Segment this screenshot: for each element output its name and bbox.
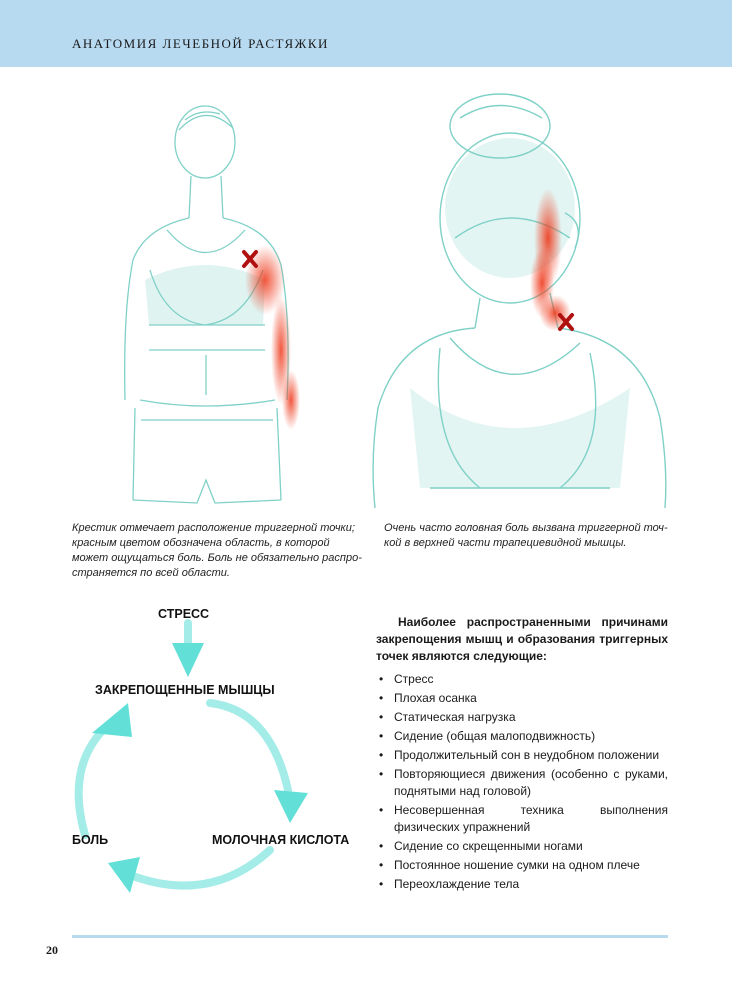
list-item: • Несовершенная техника выполнения физических упражнений <box>379 803 668 834</box>
page-number: 20 <box>46 943 58 957</box>
stress-arrowhead <box>172 643 204 677</box>
list-item: • Статическая нагрузка <box>379 710 516 724</box>
cycle-label-pain: БОЛЬ <box>72 833 109 847</box>
causes-intro: Наиболее распространенными причинами закрепощения мышц и образования триггерных точек являются следующие: <box>376 615 668 663</box>
cycle-label-tense-muscles: ЗАКРЕПОЩЕННЫЕ МЫШЦЫ <box>95 683 275 697</box>
running-header-title: АНАТОМИЯ ЛЕЧЕБНОЙ РАСТЯЖКИ <box>72 36 329 51</box>
list-item: • Постоянное ношение сумки на одном плече <box>379 858 640 872</box>
figure-back-shoulder <box>105 100 320 515</box>
list-item: • Сидение (общая малоподвижность) <box>379 729 596 743</box>
list-item: • Плохая осанка <box>379 691 477 705</box>
cycle-arrows <box>60 595 370 910</box>
stress-cycle-diagram <box>60 595 370 910</box>
cycle-label-stress: СТРЕСС <box>158 607 210 621</box>
neck-headache-illustration <box>370 88 670 508</box>
trigger-causes-section <box>376 614 668 895</box>
cycle-label-lactic-acid: МОЛОЧНАЯ КИСЛОТА <box>212 833 350 847</box>
list-item: • Стресс <box>379 672 434 686</box>
back-shoulder-illustration <box>105 100 320 515</box>
footer-rule <box>72 935 668 938</box>
header-band <box>0 0 732 67</box>
list-item: • Сидение со скрещенными ногами <box>379 839 583 853</box>
causes-list <box>376 671 668 893</box>
list-item: • Переохлаждение тела <box>379 877 520 891</box>
figure-caption-left: Крестик отмечает расположение триггерной точки; красным цветом обозначена область, в которой может ощущаться боль. Боль не обязательно распро- страняется по всей области. <box>72 522 362 579</box>
list-item: • Продолжительный сон в неудобном положении <box>379 748 660 762</box>
figure-neck-headache <box>370 88 670 508</box>
figure-caption-right: Очень часто головная боль вызвана триггерной точ- кой в верхней части трапециевидной мышцы. <box>384 522 668 549</box>
list-item: • Повторяющиеся движения (особенно с руками, поднятыми над головой) <box>379 767 668 798</box>
